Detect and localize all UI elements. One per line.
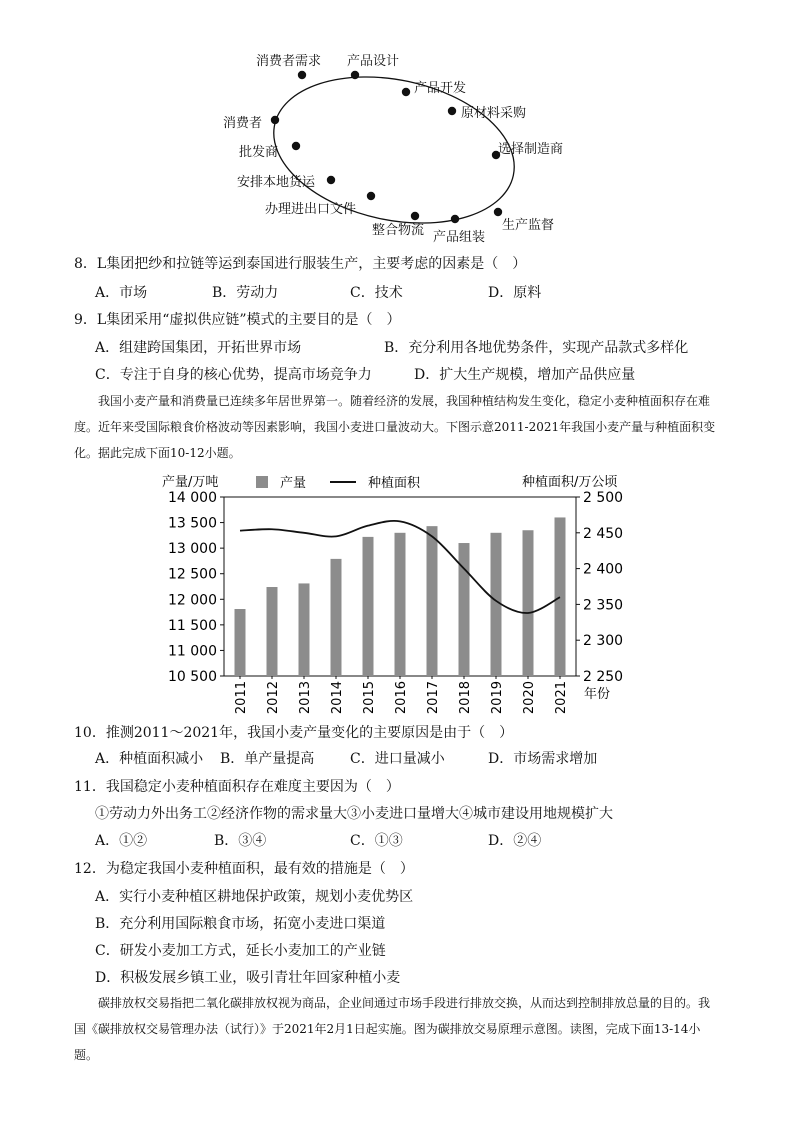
right-tick-label: 2 300 (583, 633, 624, 650)
right-tick-label: 2 500 (583, 490, 624, 506)
node-label: 生产监督 (502, 218, 555, 233)
bar (363, 537, 374, 676)
option[interactable]: A．①② (95, 833, 148, 849)
x-tick-label: 2012 (266, 681, 281, 715)
option[interactable]: D．市场需求增加 (488, 751, 598, 767)
node-label: 安排本地货运 (237, 175, 316, 190)
node-label: 产品设计 (347, 54, 400, 69)
option[interactable]: D．积极发展乡镇工业，吸引青壮年回家种植小麦 (95, 970, 401, 986)
node-label: 产品开发 (414, 81, 467, 96)
left-tick-label: 10 500 (168, 669, 217, 685)
node-label: 产品组装 (433, 230, 486, 245)
node-label: 消费者需求 (256, 54, 322, 69)
bar (299, 583, 310, 676)
x-tick-label: 2017 (426, 681, 441, 715)
option[interactable]: A．种植面积减小 (95, 751, 204, 767)
option[interactable]: A．市场 (95, 285, 148, 301)
x-tick-label: 2016 (394, 681, 409, 715)
legend-label-yield: 产量 (280, 476, 307, 491)
right-tick-label: 2 350 (583, 597, 624, 614)
legend-bar-swatch (256, 476, 268, 488)
x-tick-label: 2013 (298, 681, 313, 715)
left-tick-label: 13 000 (168, 541, 217, 558)
bar (235, 609, 246, 676)
question-9-stem: 9．L集团采用“虚拟供应链”模式的主要目的是（ ） (74, 312, 401, 328)
ring-dot (494, 208, 502, 216)
option[interactable]: B．③④ (214, 833, 267, 849)
ring-dot (351, 71, 359, 79)
question-11-stem: 11．我国稳定小麦种植面积存在难度主要因为（ ） (74, 779, 400, 795)
right-tick-label: 2 450 (583, 525, 624, 542)
passage-wheat: 我国小麦产量和消费量已连续多年居世界第一。随着经济的发展，我国种植结构发生变化，稳定小麦种植面积存在难度。近年来受国际粮食价格波动等因素影响，我国小麦进口量波动大。下图示意2011-2021年我国小麦产量与种植面积变化。据此完成下面10-12小题。 (74, 394, 716, 460)
right-tick-label: 2 400 (583, 561, 624, 578)
x-tick-label: 2020 (522, 681, 537, 715)
ring-dot (271, 116, 279, 124)
question-11-statements: ①劳动力外出务工②经济作物的需求量大③小麦进口量增大④城市建设用地规模扩大 (95, 806, 613, 822)
left-tick-label: 12 500 (168, 566, 217, 583)
option[interactable]: A．组建跨国集团，开拓世界市场 (95, 340, 302, 356)
ring-dot (451, 215, 459, 223)
node-label: 整合物流 (372, 223, 425, 238)
left-tick-label: 11 000 (168, 643, 217, 660)
x-tick-label: 2018 (458, 681, 473, 715)
ring-dot (402, 88, 410, 96)
option[interactable]: A．实行小麦种植区耕地保护政策，规划小麦优势区 (95, 889, 414, 905)
x-axis-title: 年份 (584, 687, 611, 702)
option[interactable]: C．研发小麦加工方式，延长小麦加工的产业链 (95, 943, 386, 959)
supply-chain-ring (0, 0, 794, 250)
wheat-chart (150, 466, 650, 720)
option[interactable]: C．技术 (350, 285, 403, 301)
bar (331, 559, 342, 676)
x-tick-label: 2011 (234, 681, 249, 715)
option[interactable]: C．①③ (350, 833, 403, 849)
option[interactable]: D．原料 (488, 285, 542, 301)
bar (523, 530, 534, 676)
x-tick-label: 2019 (490, 681, 505, 715)
bar (267, 587, 278, 676)
ring-dot (367, 192, 375, 200)
bar (427, 526, 438, 676)
option[interactable]: C．专注于自身的核心优势，提高市场竞争力 (95, 367, 372, 383)
x-tick-label: 2014 (330, 681, 345, 715)
node-label: 原材料采购 (461, 106, 527, 121)
node-label: 选择制造商 (498, 142, 564, 157)
node-label: 消费者 (223, 116, 263, 131)
ring-dot (292, 142, 300, 150)
option[interactable]: B．充分利用国际粮食市场，拓宽小麦进口渠道 (95, 916, 386, 932)
left-tick-label: 13 500 (168, 515, 217, 532)
x-tick-label: 2021 (554, 681, 569, 715)
ring-dot (448, 107, 456, 115)
question-12-stem: 12．为稳定我国小麦种植面积，最有效的措施是（ ） (74, 861, 414, 877)
bar (555, 517, 566, 676)
node-label: 办理进出口文件 (265, 202, 357, 217)
bar (395, 533, 406, 676)
option[interactable]: B．充分利用各地优势条件，实现产品款式多样化 (384, 340, 689, 356)
ring-dot (298, 71, 306, 79)
left-tick-label: 12 000 (168, 592, 217, 609)
option[interactable]: D．②④ (488, 833, 542, 849)
left-axis-title: 产量/万吨 (162, 475, 219, 490)
option[interactable]: B．劳动力 (212, 285, 279, 301)
question-10-stem: 10．推测2011～2021年，我国小麦产量变化的主要原因是由于（ ） (74, 725, 514, 741)
right-tick-label: 2 250 (583, 669, 624, 685)
option[interactable]: B．单产量提高 (220, 751, 315, 767)
option[interactable]: D．扩大生产规模，增加产品供应量 (414, 367, 636, 383)
option[interactable]: C．进口量减小 (350, 751, 445, 767)
x-tick-label: 2015 (362, 681, 377, 715)
bar (459, 543, 470, 676)
passage-carbon: 碳排放权交易指把二氧化碳排放权视为商品，企业间通过市场手段进行排放交换，从而达到控制排放总量的目的。我国《碳排放权交易管理办法（试行）》于2021年2月1日起实施。图为碳排放交易原理示意图。读图，完成下面13-14小题。 (74, 996, 711, 1062)
legend-label-area: 种植面积 (368, 476, 421, 491)
node-label: 批发商 (239, 145, 279, 160)
left-tick-label: 11 500 (168, 617, 217, 634)
ring-dot (327, 176, 335, 184)
left-tick-label: 14 000 (168, 490, 217, 506)
right-axis-title: 种植面积/万公顷 (522, 475, 618, 490)
question-8-stem: 8．L集团把纱和拉链等运到泰国进行服装生产，主要考虑的因素是（ ） (74, 256, 527, 272)
